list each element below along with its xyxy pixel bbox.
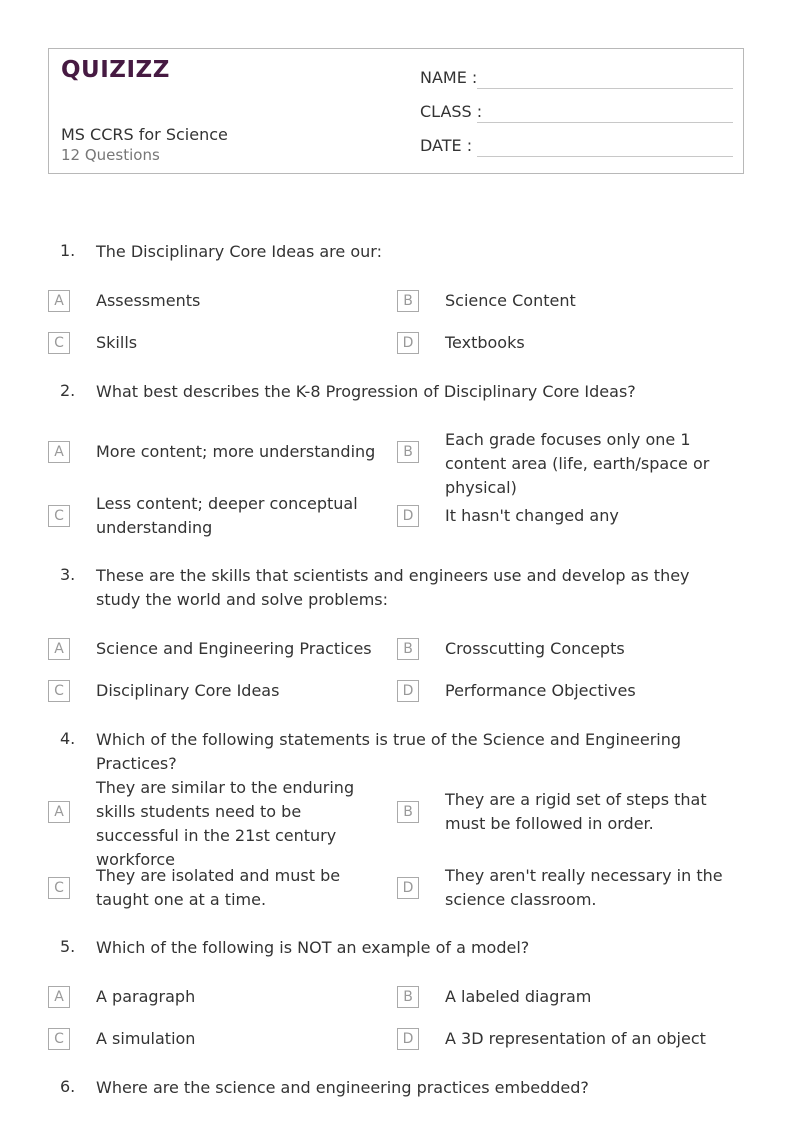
option-letter-box[interactable]: D [397, 332, 419, 354]
question-text: Which of the following is NOT an example of a model? [96, 938, 530, 957]
option-text: They are isolated and must be taught one at a time. [96, 866, 341, 909]
option-letter-box[interactable]: B [397, 801, 419, 823]
option-letter-box[interactable]: D [397, 505, 419, 527]
option-text: More content; more understanding [96, 442, 376, 461]
option-text: A paragraph [96, 987, 196, 1006]
option-text: Science Content [445, 291, 576, 310]
question-text: What best describes the K-8 Progression of Disciplinary Core Ideas? [96, 382, 636, 401]
worksheet-title: MS CCRS for Science [61, 125, 228, 144]
option-text: Performance Objectives [445, 681, 636, 700]
option-text: Textbooks [445, 333, 525, 352]
option-text: A 3D representation of an object [445, 1029, 706, 1048]
question-number: 1. [60, 241, 76, 260]
class-label: CLASS : [420, 102, 483, 121]
option-letter-box[interactable]: D [397, 680, 419, 702]
date-line[interactable] [477, 156, 733, 157]
option-text: Less content; deeper conceptual understanding [96, 494, 358, 537]
option-letter-box[interactable]: A [48, 638, 70, 660]
option-text: It hasn't changed any [445, 506, 619, 525]
option-text: Science and Engineering Practices [96, 639, 372, 658]
option-text: They are a rigid set of steps that must be followed in order. [445, 790, 707, 833]
question-text: Which of the following statements is true of the Science and Engineering Practices? [96, 730, 682, 773]
question-number: 3. [60, 565, 76, 584]
option-letter-box[interactable]: D [397, 877, 419, 899]
option-letter-box[interactable]: A [48, 290, 70, 312]
name-line[interactable] [477, 88, 733, 89]
option-text: Disciplinary Core Ideas [96, 681, 280, 700]
question-text: The Disciplinary Core Ideas are our: [96, 242, 382, 261]
question-number: 6. [60, 1077, 76, 1096]
question-number: 4. [60, 729, 76, 748]
option-letter-box[interactable]: C [48, 877, 70, 899]
option-text: They aren't really necessary in the science classroom. [445, 866, 723, 909]
question-number: 2. [60, 381, 76, 400]
option-text: Skills [96, 333, 138, 352]
option-letter-box[interactable]: B [397, 986, 419, 1008]
option-letter-box[interactable]: A [48, 441, 70, 463]
option-letter-box[interactable]: C [48, 505, 70, 527]
quizizz-logo: QUIZIZZ [61, 57, 170, 83]
option-letter-box[interactable]: B [397, 638, 419, 660]
option-text: A labeled diagram [445, 987, 592, 1006]
option-text: Each grade focuses only one 1 content area (life, earth/space or physical) [445, 430, 710, 497]
option-letter-box[interactable]: B [397, 290, 419, 312]
question-text: Where are the science and engineering practices embedded? [96, 1078, 589, 1097]
date-label: DATE : [420, 136, 473, 155]
option-letter-box[interactable]: C [48, 680, 70, 702]
option-text: Assessments [96, 291, 201, 310]
option-letter-box[interactable]: C [48, 332, 70, 354]
worksheet-header [48, 48, 744, 174]
option-letter-box[interactable]: A [48, 801, 70, 823]
option-text: They are similar to the enduring skills students need to be successful in the 21st century workforce [96, 778, 355, 869]
name-label: NAME : [420, 68, 478, 87]
question-number: 5. [60, 937, 76, 956]
class-line[interactable] [477, 122, 733, 123]
option-letter-box[interactable]: C [48, 1028, 70, 1050]
option-letter-box[interactable]: B [397, 441, 419, 463]
option-text: Crosscutting Concepts [445, 639, 625, 658]
question-text: These are the skills that scientists and engineers use and develop as they study the world and solve problems: [96, 566, 690, 609]
question-count: 12 Questions [61, 146, 160, 164]
option-letter-box[interactable]: A [48, 986, 70, 1008]
option-text: A simulation [96, 1029, 196, 1048]
option-letter-box[interactable]: D [397, 1028, 419, 1050]
